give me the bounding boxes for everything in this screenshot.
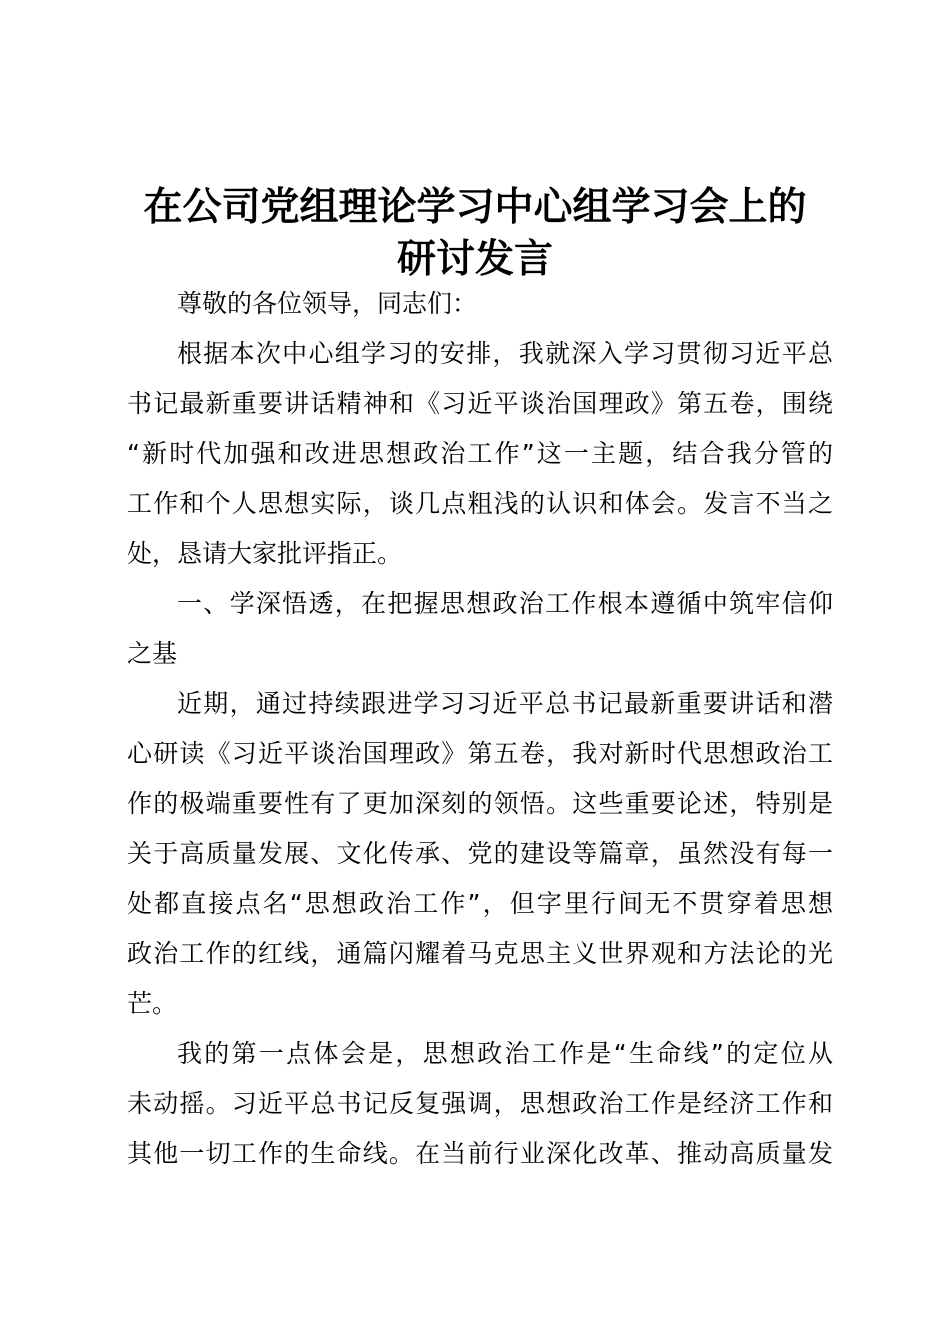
- heading-1-line-1: 一、学深悟透，在把握思想政治工作根本遵循中筑牢信仰: [177, 589, 833, 618]
- paragraph-1-line-2: 书记最新重要讲话精神和《习近平谈治国理政》第五卷，围绕: [127, 389, 833, 418]
- paragraph-2-line-6: 政治工作的红线，通篇闪耀着马克思主义世界观和方法论的光: [127, 939, 833, 968]
- document-title-line-2: 研讨发言: [396, 237, 553, 282]
- paragraph-1-line-5: 处，恳请大家批评指正。: [127, 539, 403, 568]
- paragraph-2-line-3: 作的极端重要性有了更加深刻的领悟。这些重要论述，特别是: [127, 789, 833, 818]
- paragraph-3-line-3: 其他一切工作的生命线。在当前行业深化改革、推动高质量发: [127, 1139, 833, 1168]
- paragraph-3-line-1: 我的第一点体会是，思想政治工作是“生命线”的定位从: [177, 1039, 833, 1068]
- paragraph-2-line-5: 处都直接点名“思想政治工作”，但字里行间无不贯穿着思想: [127, 889, 833, 918]
- document-title-line-1: 在公司党组理论学习中心组学习会上的: [143, 185, 807, 230]
- paragraph-1-line-4: 工作和个人思想实际，谈几点粗浅的认识和体会。发言不当之: [127, 489, 833, 518]
- paragraph-2-line-7: 芒。: [127, 989, 178, 1018]
- salutation: 尊敬的各位领导，同志们：: [177, 289, 478, 318]
- paragraph-1-line-3: “新时代加强和改进思想政治工作”这一主题，结合我分管的: [127, 439, 833, 468]
- heading-1-line-2: 之基: [127, 639, 178, 668]
- paragraph-2-line-2: 心研读《习近平谈治国理政》第五卷，我对新时代思想政治工: [127, 739, 833, 768]
- paragraph-2-line-1: 近期，通过持续跟进学习习近平总书记最新重要讲话和潜: [177, 689, 833, 718]
- paragraph-2-line-4: 关于高质量发展、文化传承、党的建设等篇章，虽然没有每一: [127, 839, 833, 868]
- paragraph-3-line-2: 未动摇。习近平总书记反复强调，思想政治工作是经济工作和: [127, 1089, 833, 1118]
- paragraph-1-line-1: 根据本次中心组学习的安排，我就深入学习贯彻习近平总: [177, 339, 833, 368]
